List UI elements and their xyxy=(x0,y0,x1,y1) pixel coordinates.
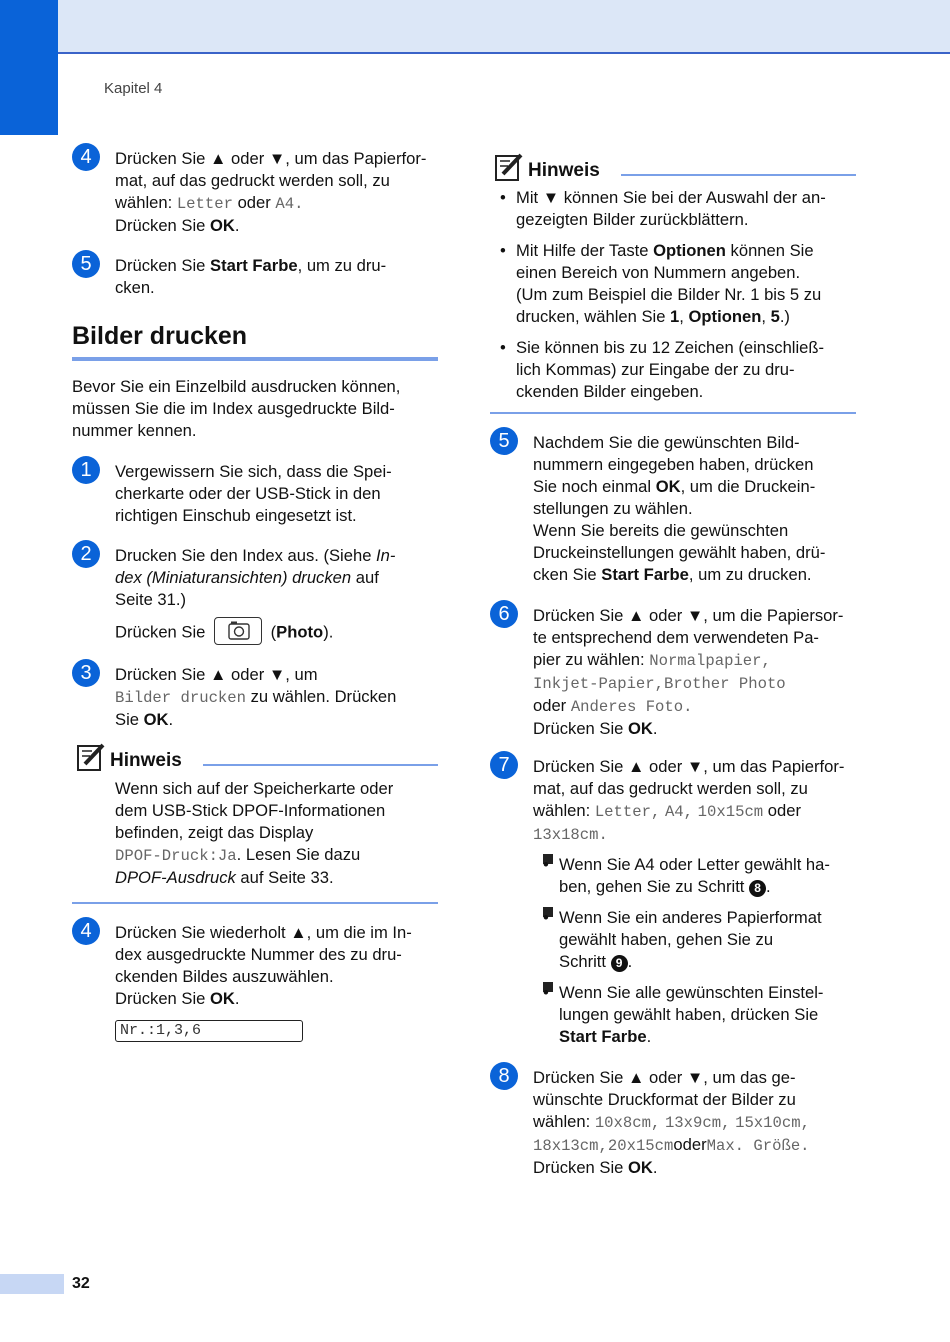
step-number: 1 xyxy=(72,456,100,484)
text-line: mat, auf das gedruckt werden soll, zu xyxy=(115,171,390,190)
list-item: • Wenn Sie ein anderes Papierformat gewählt haben, gehen Sie zu Schritt 9 . xyxy=(533,907,858,973)
step-number: 7 xyxy=(490,751,518,779)
step-number: 6 xyxy=(490,600,518,628)
lcd-display: Nr.:1,3,6 xyxy=(115,1020,303,1042)
step-number: 3 xyxy=(72,659,100,687)
note-rule xyxy=(621,174,856,176)
step-4-paper-format xyxy=(72,148,440,237)
text-line: Drücken Sie ▲ oder ▼, um das Papierfor- xyxy=(115,149,427,168)
photo-button-icon xyxy=(214,617,262,645)
list-item: • Sie können bis zu 12 Zeichen (einschließ- lich Kommas) zur Eingabe der zu dru- ckenden Bilder eingeben. xyxy=(490,337,858,403)
step-number: 8 xyxy=(490,1062,518,1090)
footer-bar xyxy=(0,1274,64,1294)
note-rule xyxy=(203,764,438,766)
list-item: • Wenn Sie alle gewünschten Einstel- lungen gewählt haben, drücken Sie Start Farbe. xyxy=(533,982,858,1048)
list-item: • Wenn Sie A4 oder Letter gewählt ha- ben, gehen Sie zu Schritt 8 . xyxy=(533,854,858,898)
step-number: 4 xyxy=(72,143,100,171)
header-band xyxy=(0,0,950,54)
section-rule xyxy=(72,357,438,361)
text-line: wählen: Letter oder A4. xyxy=(115,193,304,213)
step-number: 5 xyxy=(72,250,100,278)
step-number: 5 xyxy=(490,427,518,455)
step-5-print-settings: 5 Nachdem Sie die gewünschten Bild- nummern eingegeben haben, drücken Sie noch einmal OK, um die Druckein- stellungen zu wählen. Wenn Sie bereits die gewünschten Druckeinstellungen gewählt haben, drü- cken Sie Start Farbe, um zu drucken. xyxy=(490,432,858,586)
step-4-select-number: 4 Drücken Sie wiederholt ▲, um die im In- dex ausgedruckte Nummer des zu dru- ckenden Bildes auszuwählen. Drücken Sie OK. Nr.:1,3,6 xyxy=(72,922,440,1042)
note-title: Hinweis xyxy=(110,750,182,771)
list-item: • Mit ▼ können Sie bei der Auswahl der an- gezeigten Bilder zurückblättern. xyxy=(490,187,858,231)
chapter-tab xyxy=(0,0,58,135)
note-pencil-icon xyxy=(494,152,524,182)
note-bottom-rule xyxy=(72,902,438,904)
step-5-start xyxy=(72,255,440,299)
text-line: Drücken Sie OK. xyxy=(115,216,240,235)
note-pencil-icon xyxy=(76,742,106,772)
step-6-paper-type: 6 Drücken Sie ▲ oder ▼, um die Papiersor- te entsprechend dem verwendeten Pa- pier zu wählen: Normalpapier, Inkjet-Papier,Brother Photo oder Anderes Foto. Drücken Sie OK. xyxy=(490,605,858,740)
text-line: Drücken Sie Start Farbe, um zu dru- xyxy=(115,256,387,275)
note-bullets xyxy=(490,187,858,412)
note-bottom-rule xyxy=(490,412,856,414)
list-item: • Mit Hilfe der Taste Optionen können Sie einen Bereich von Nummern angeben. (Um zum Beispiel die Bilder Nr. 1 bis 5 zu drucken, wählen Sie 1, Optionen, 5.) xyxy=(490,240,858,328)
step-2-index: 2 Drucken Sie den Index aus. (Siehe In- dex (Miniaturansichten) drucken auf Seite 31.) Drücken Sie (Photo). xyxy=(72,545,440,647)
step-8-print-size: 8 Drücken Sie ▲ oder ▼, um das ge- wünschte Druckformat der Bilder zu wählen: 10x8cm, 13x9cm, 15x10cm, 18x13cm,20x15cmoderMax. Größe. Drücken Sie OK. xyxy=(490,1067,858,1179)
note-body: Wenn sich auf der Speicherkarte oder dem USB-Stick DPOF-Informationen befinden, zeigt das Display DPOF-Druck:Ja. Lesen Sie dazu DPOF-Ausdruck auf Seite 33. xyxy=(115,779,394,887)
step-number: 2 xyxy=(72,540,100,568)
section-title: Bilder drucken xyxy=(72,322,248,350)
step-number: 4 xyxy=(72,917,100,945)
step-3-select: 3 Drücken Sie ▲ oder ▼, um Bilder drucken zu wählen. Drücken Sie OK. xyxy=(72,664,440,731)
note-title: Hinweis xyxy=(528,160,600,181)
step-1-card: 1 Vergewissern Sie sich, dass die Spei- cherkarte oder der USB-Stick in den richtigen Einschub eingesetzt ist. xyxy=(72,461,440,527)
step-7-paper-size: 7 Drücken Sie ▲ oder ▼, um das Papierfor- mat, auf das gedruckt werden soll, zu wählen: Letter, A4, 10x15cm oder 13x18cm. • Wenn Sie A4 oder Letter gewählt ha- ben, gehen Sie zu Schritt 8 . • Wenn Sie ein anderes Papierformat gewählt haben, gehen Sie zu Schritt 9 . • Wenn Sie alle gewünschten Einstel- lungen gewählt haben, drücken Sie Start Farbe. xyxy=(490,756,858,1057)
chapter-label: Kapitel 4 xyxy=(104,80,163,97)
text-line: cken. xyxy=(115,278,155,297)
intro-paragraph: Bevor Sie ein Einzelbild ausdrucken können, müssen Sie die im Index ausgedruckte Bild- nummer kennen. xyxy=(72,377,401,440)
page-number: 32 xyxy=(72,1275,90,1292)
